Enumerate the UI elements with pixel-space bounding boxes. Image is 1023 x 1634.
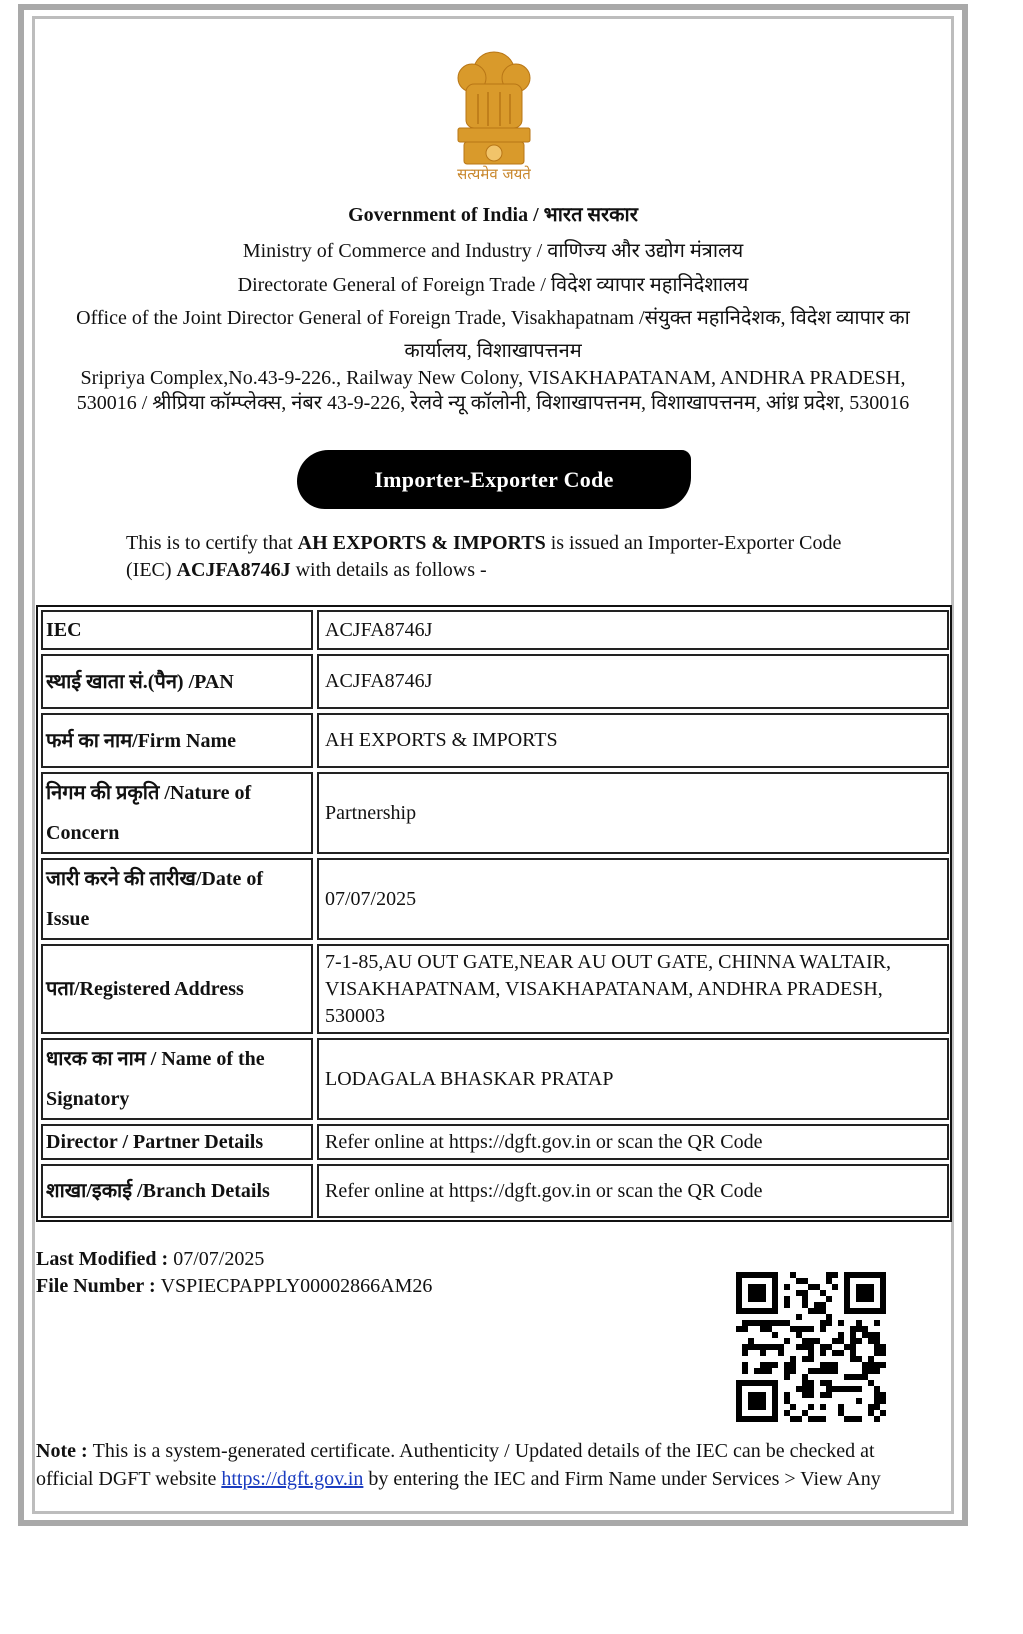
office-address (50, 366, 936, 416)
row-value-firm-name: AH EXPORTS & IMPORTS (317, 713, 949, 768)
address-line-1: Sripriya Complex,No.43-9-226., Railway New Colony, VISAKHAPATANAM, ANDHRA PRADESH, (80, 367, 906, 389)
cert-firm-name: AH EXPORTS & IMPORTS (297, 532, 546, 554)
row-value-iec: ACJFA8746J (317, 610, 949, 650)
row-value-registered-address: 7-1-85,AU OUT GATE,NEAR AU OUT GATE, CHINNA WALTAIR, VISAKHAPATNAM, VISAKHAPATANAM, ANDHRA PRADESH, 530003 (317, 944, 949, 1034)
office-line-2: कार्यालय, विशाखापत्तनम (404, 340, 582, 362)
row-value-nature-of-concern: Partnership (317, 772, 949, 854)
row-value-director-details: Refer online at https://dgft.gov.in or scan the QR Code (317, 1124, 949, 1160)
office-heading (50, 302, 936, 368)
note-text-part-2: by entering the IEC and Firm Name under Services > View Any (363, 1468, 881, 1490)
last-modified (36, 1248, 264, 1271)
note-text-part-1: This is a system-generated certificate. Authenticity / Updated details of the IEC can be checked at official DGFT website (36, 1440, 875, 1490)
row-label-branch-details: शाखा/इकाई /Branch Details (41, 1164, 313, 1218)
certification-statement (126, 530, 846, 584)
dgft-website-link[interactable]: https://dgft.gov.in (221, 1468, 364, 1490)
cert-middle: is issued an Importer-Exporter Code (IEC) (126, 532, 842, 581)
government-heading: Government of India / भारत सरकार (348, 204, 638, 226)
row-label-date-of-issue: जारी करने की तारीख/Date of Issue (41, 858, 313, 940)
file-number-value: VSPIECPAPPLY00002866AM26 (160, 1275, 433, 1297)
address-line-2: 530016 / श्रीप्रिया कॉम्प्लेक्स, नंबर 43-9-226, रेलवे न्यू कॉलोनी, विशाखापत्तनम, विशाखापत्तनम, आंध्र प्रदेश, 530016 (76, 392, 910, 414)
row-value-branch-details: Refer online at https://dgft.gov.in or scan the QR Code (317, 1164, 949, 1218)
row-label-registered-address: पता/Registered Address (41, 944, 313, 1034)
row-label-director-details: Director / Partner Details (41, 1124, 313, 1160)
last-modified-label: Last Modified : (36, 1248, 174, 1270)
cert-iec: ACJFA8746J (176, 559, 291, 581)
note-text (36, 1437, 936, 1493)
row-label-firm-name: फर्म का नाम/Firm Name (41, 713, 313, 768)
cert-suffix: with details as follows - (290, 559, 487, 581)
file-number (36, 1275, 432, 1298)
row-label-signatory: धारक का नाम / Name of the Signatory (41, 1038, 313, 1120)
note-label: Note : (36, 1440, 93, 1462)
directorate-heading: Directorate General of Foreign Trade / विदेश व्यापार महानिदेशालय (237, 274, 749, 296)
row-value-date-of-issue: 07/07/2025 (317, 858, 949, 940)
row-label-nature-of-concern: निगम की प्रकृति /Nature of Concern (41, 772, 313, 854)
certificate-title: Importer-Exporter Code (297, 450, 691, 509)
row-label-pan: स्थाई खाता सं.(पैन) /PAN (41, 654, 313, 709)
ministry-heading: Ministry of Commerce and Industry / वाणिज्य और उद्योग मंत्रालय (242, 240, 744, 262)
qr-code-icon[interactable] (736, 1272, 886, 1422)
row-value-signatory: LODAGALA BHASKAR PRATAP (317, 1038, 949, 1120)
row-value-pan: ACJFA8746J (317, 654, 949, 709)
iec-details-table (36, 605, 952, 1222)
cert-prefix: This is to certify that (126, 532, 298, 554)
file-number-label: File Number : (36, 1275, 161, 1297)
office-line-1: Office of the Joint Director General of Foreign Trade, Visakhapatnam /संयुक्त महानिदेशक, विदेश व्यापार का (76, 307, 910, 329)
last-modified-value: 07/07/2025 (173, 1248, 265, 1270)
emblem-motto: सत्यमेव जयते (457, 165, 531, 183)
row-label-iec: IEC (41, 610, 313, 650)
